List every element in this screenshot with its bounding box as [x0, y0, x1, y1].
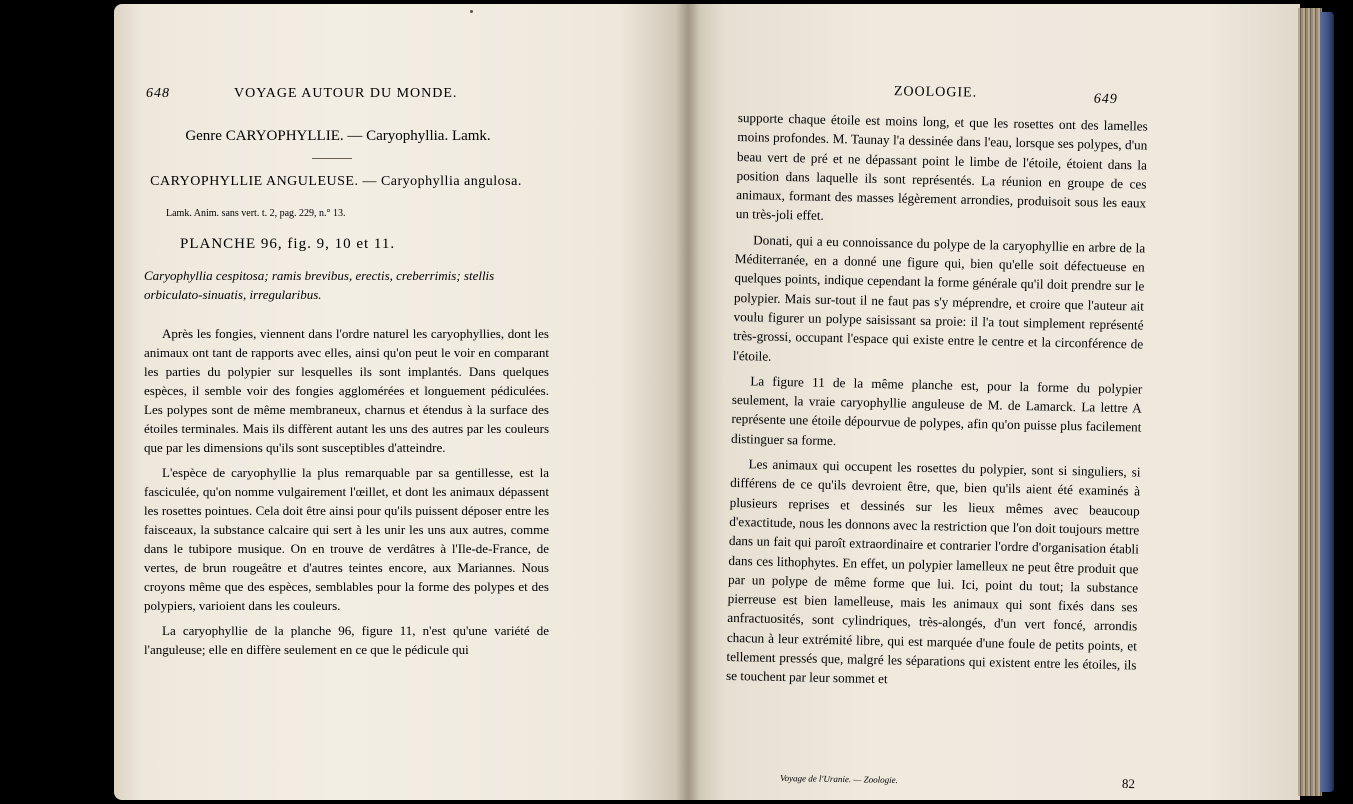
right-running-head: ZOOLOGIE.: [893, 84, 978, 101]
page-footer: Voyage de l'Uranie. — Zoologie.: [779, 772, 899, 786]
paragraph: Après les fongies, viennent dans l'ordre naturel les caryophyllies, dont les animaux ont tant de rapports avec elles, ainsi qu'on peut le voir en comparant les parties du polypier sur lesquelles ils sont implantés. Dans quelques espèces, il semble voir des fongies agglomérées et longuement pédiculées. Les polypes sont de même membraneux, charnus et étendus à la surface des étoiles terminales. Mais ils diffèrent autant les uns des autres par les couleurs que par les dimensions qu'ils sont susceptibles d'atteindre.: [144, 326, 549, 455]
right-body-text: [726, 108, 1148, 700]
genre-heading: Genre CARYOPHYLLIE. — Caryophyllia. Lamk.: [185, 128, 491, 144]
species-heading: CARYOPHYLLIE ANGULEUSE. — Caryophyllia angulosa.: [150, 174, 522, 189]
latin-diagnosis: Caryophyllia cespitosa; ramis brevibus, erectis, creberrimis; stellis orbiculato-sinuatis, irregularibus.: [144, 268, 495, 302]
paragraph: La figure 11 de la même planche est, pour la forme du polypier seulement, la vraie caryophyllie anguleuse de M. de Lamarck. La lettre A représente une étoile dépourvue de polypes, afin qu'on puisse plus facilement distinguer sa forme.: [730, 373, 1143, 448]
signature-mark: 82: [1121, 775, 1136, 792]
heading-rule: [312, 158, 352, 159]
paragraph: La caryophyllie de la planche 96, figure 11, n'est qu'une variété de l'anguleuse; elle en diffère seulement en ce que le pédicule qui: [144, 623, 549, 657]
paragraph: Les animaux qui occupent les rosettes du polypier, sont si singuliers, si différens de ce qu'ils devroient être, que, bien qu'ils aient été examinés à plusieurs reprises et dessinés sur les lieux mêmes avec beaucoup d'exactitude, nous les donnons avec la restriction que l'on doit toujours mettre dans un fait qui paroît extraordinaire et contrarier l'ordre d'organisation établi dans ces lithophytes. En effet, un polypier lamelleux ne peut être produit que par un polype de même forme que lui. Ici, point du tout; la substance pierreuse est bien lamelleuse, mais les animaux qui sont fixés dans ses anfractuosités, sont cylindriques, très-alongés, d'un vert foncé, arrondis chacun à leur extrémité libre, qui est marquée d'une foule de petits points, et tellement pressés que, malgré les séparations qui existent entre les étoiles, ils se touchent par leur sommet et: [725, 456, 1141, 687]
plate-reference: PLANCHE 96, fig. 9, 10 et 11.: [180, 236, 396, 252]
left-page-number: 648: [146, 86, 170, 101]
paragraph: Donati, qui a eu connoissance du polype de la caryophyllie en arbre de la Méditerranée, en a donné une figure qui, bien qu'elle soit défectueuse en quelques points, indique cependant la forme générale qu'il doit prendre sur le polypier. Mais sur-tout il ne faut pas s'y méprendre, et croire que l'auteur ait voulu figurer un polype saisissant sa proie: il l'a tout simplement représenté très-grossi, occupant l'espace qui existe entre le centre et la circonférence de l'étoile.: [732, 232, 1146, 364]
book-cover: [1320, 12, 1334, 792]
right-page-number: 649: [1093, 91, 1118, 108]
page-edges: [1298, 8, 1322, 796]
left-body-text: [144, 324, 549, 665]
paragraph: supporte chaque étoile est moins long, et que les rosettes ont des lamelles moins profondes. M. Taunay l'a dessinée dans l'eau, lorsque ses polypes, d'un beau vert de pré et ne dépassant point le limbe de l'étoile, étoient dans la position dans laquelle ils sont représentés. La réunion en groupe de ces animaux, formant des masses légèrement arrondies, produisoit sous les eaux un très-joli effet.: [735, 109, 1148, 224]
bibliographic-reference: Lamk. Anim. sans vert. t. 2, pag. 229, n.° 13.: [166, 208, 346, 219]
book-gutter: [676, 4, 700, 800]
print-mark: [470, 10, 473, 13]
left-running-head: VOYAGE AUTOUR DU MONDE.: [234, 86, 458, 101]
paragraph: L'espèce de caryophyllie la plus remarquable par sa gentillesse, est la fasciculée, qu'on nomme vulgairement l'œillet, et dont les animaux dépassent les rosettes pointues. Cela doit être ainsi pour qu'ils puissent déposer entre les faisceaux, la substance calcaire qui sert à les unir les uns aux autres, comme dans le tubipore musique. On en trouve de verdâtres à l'Ile-de-France, de vertes, de brun rougeâtre et d'autres teintes encore, aux Mariannes. Nous croyons même que des espèces, semblables pour la forme des polypes et des polypiers, varioient dans les couleurs.: [144, 465, 549, 613]
